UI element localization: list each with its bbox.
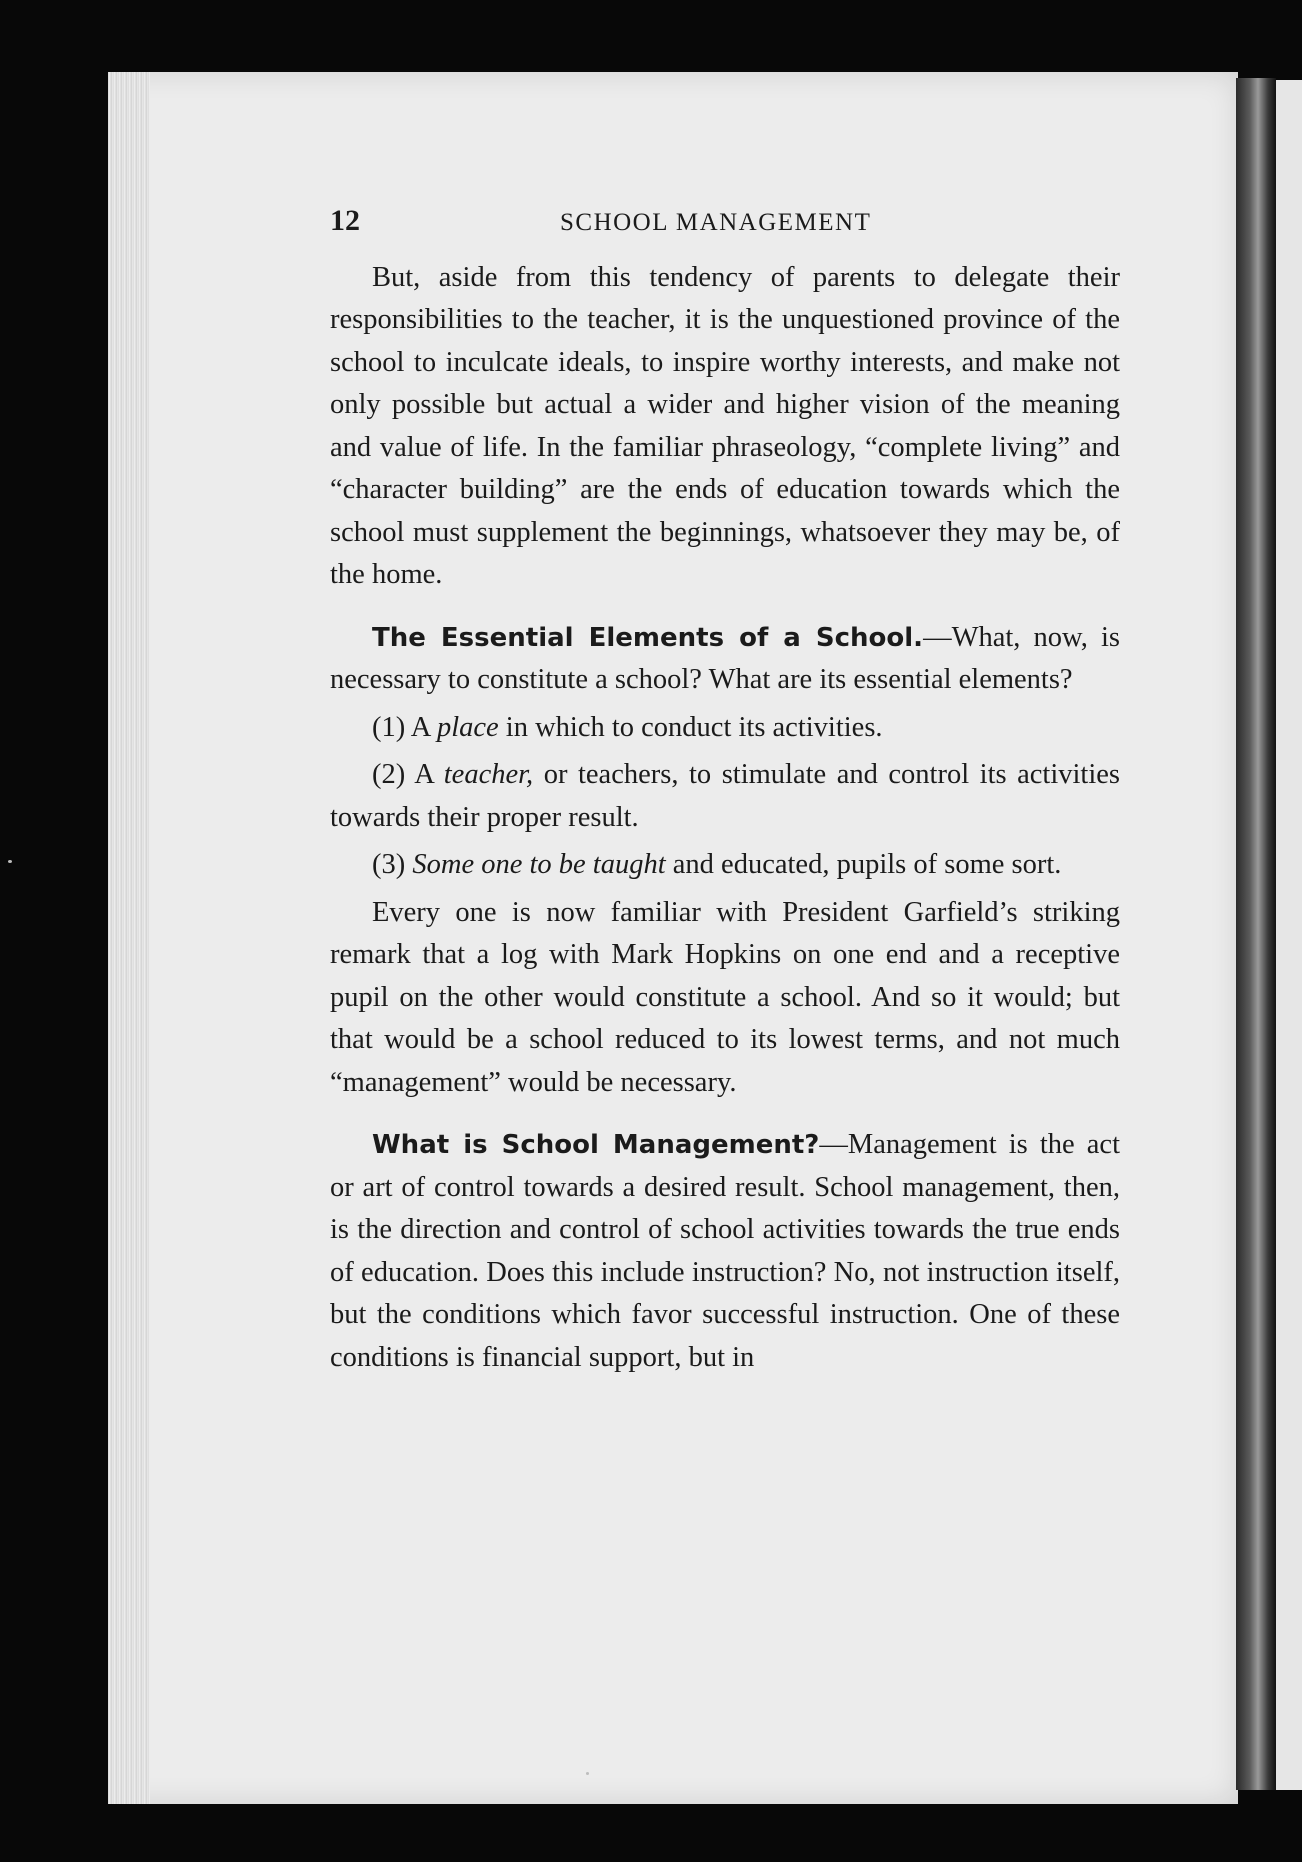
page-edges [108, 72, 150, 1804]
running-title: SCHOOL MANAGEMENT [560, 209, 872, 236]
section-text: —Management is the act or art of control towards a desired result. School management, then, is the direction and control of school activities towards the true ends of education. Does this include instruction? No, not instruction itself, but the conditions which favor successful instruction. One of these conditions is financial support, but in [330, 1129, 1120, 1373]
section-heading: The Essential Elements of a School. [372, 622, 924, 653]
list-text: or teachers, to stimulate and control its activities towards their proper result. [330, 759, 1120, 833]
section-school-management [330, 1124, 1120, 1379]
list-pre: A [414, 759, 434, 790]
paragraph-intro: But, aside from this tendency of parents to delegate their responsibilities to the teacher, it is the unquestioned province of the school to inculcate ideals, to inspire worthy interests, and make not only possible but actual a wider and higher vision of the meaning and value of life. In the familiar phraseology, “complete living” and “character building” are the ends of education towards which the school must supplement the beginnings, whatsoever they may be, of the home. [330, 261, 1120, 590]
list-pre: A [410, 711, 430, 743]
paragraph-garfield: Every one is now familiar with President Garfield’s striking remark that a log with Mark Hopkins on one end and a receptive pupil on the other would constitute a school. And so it would; but that would be a school reduced to its lowest terms, and not much “management” would be necessary. [330, 896, 1120, 1098]
list-emphasis: place [436, 711, 499, 743]
list-text: in which to conduct its activities. [505, 711, 883, 743]
list-number: (2) [372, 759, 406, 790]
section-heading: What is School Management? [372, 1130, 820, 1160]
list-emphasis: Some one to be taught [412, 849, 666, 880]
facing-page-edge [1276, 80, 1302, 1790]
book-binding-gutter [1236, 78, 1276, 1790]
list-item [330, 754, 1120, 839]
paper-speck [586, 1772, 589, 1775]
section-text: —What, now, is necessary to constitute a school? What are its essential elements? [330, 621, 1120, 695]
page-content [330, 200, 1120, 1379]
section-essential-elements [330, 617, 1120, 702]
list-number: (1) [372, 711, 406, 743]
page-header [330, 200, 1120, 245]
list-emphasis: teacher, [443, 759, 534, 790]
list-item [330, 707, 1120, 750]
paper-speck [8, 860, 12, 863]
list-item [330, 844, 1120, 887]
list-text: and educated, pupils of some sort. [672, 849, 1062, 880]
page-number: 12 [330, 204, 360, 237]
list-number: (3) [372, 849, 406, 880]
